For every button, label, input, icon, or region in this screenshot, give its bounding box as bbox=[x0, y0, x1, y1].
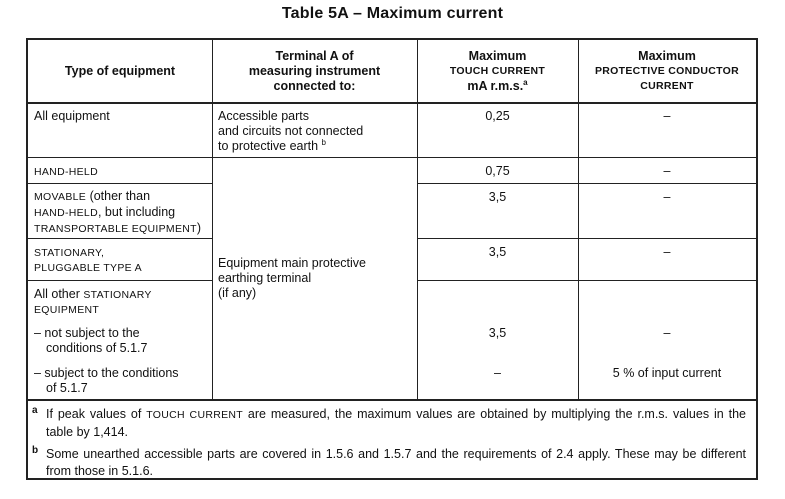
current-table bbox=[26, 38, 758, 480]
row-divider bbox=[28, 280, 212, 281]
header-terminal-a bbox=[212, 49, 417, 94]
footnote-b-marker: b bbox=[32, 445, 39, 456]
header-label: Maximum bbox=[638, 49, 696, 63]
cell-value: 3,5 bbox=[488, 326, 507, 340]
row-movable-protective bbox=[578, 190, 756, 205]
row-all-other-sub1-touch bbox=[417, 326, 578, 341]
row-hand-held-protective bbox=[578, 164, 756, 179]
row-movable-type bbox=[34, 189, 201, 237]
row-stationary-pluggable-protective bbox=[578, 245, 756, 260]
cell-value: 5 % of input current bbox=[612, 366, 722, 380]
cell-text: PLUGGABLE TYPE A bbox=[34, 262, 142, 274]
header-label: PROTECTIVE CONDUCTOR bbox=[594, 65, 740, 77]
cell-value: 3,5 bbox=[488, 245, 507, 259]
header-label: Terminal A of bbox=[275, 49, 354, 63]
row-all-equipment-terminal bbox=[218, 109, 363, 154]
row-divider bbox=[28, 238, 212, 239]
footnote-a-marker: a bbox=[32, 405, 38, 416]
row-hand-held-type bbox=[34, 165, 98, 180]
cell-text: All equipment bbox=[34, 109, 110, 123]
cell-text: and circuits not connected bbox=[218, 124, 364, 138]
header-label: TOUCH CURRENT bbox=[449, 65, 546, 77]
cell-text: earthing terminal bbox=[218, 271, 312, 285]
row-stationary-pluggable-type bbox=[34, 246, 142, 276]
row-all-equipment-protective bbox=[578, 109, 756, 124]
cell-text: ) bbox=[196, 221, 202, 235]
header-label: Maximum bbox=[468, 49, 527, 63]
row-divider bbox=[417, 280, 756, 281]
row-all-other-sub1-protective bbox=[578, 326, 756, 341]
table-title: Table 5A – Maximum current bbox=[281, 5, 504, 22]
cell-text: (other than bbox=[86, 189, 151, 203]
cell-value: – bbox=[663, 109, 671, 123]
row-movable-touch bbox=[417, 190, 578, 205]
cell-text: All other bbox=[34, 287, 84, 301]
footnote-text: TOUCH CURRENT bbox=[146, 409, 243, 421]
cell-text: to protective earth bbox=[218, 139, 319, 153]
row-all-other-sub1 bbox=[34, 326, 147, 356]
header-label: CURRENT bbox=[640, 80, 694, 92]
cell-value: 3,5 bbox=[488, 190, 507, 204]
cell-text: STATIONARY, bbox=[34, 247, 105, 259]
cell-text: HAND-HELD bbox=[34, 166, 98, 178]
cell-text: Equipment main protective bbox=[218, 256, 366, 270]
cell-text: (if any) bbox=[218, 286, 257, 300]
shared-terminal-cell bbox=[218, 256, 366, 301]
row-divider bbox=[28, 183, 212, 184]
cell-text: – subject to the conditions bbox=[34, 366, 179, 380]
row-stationary-pluggable-touch bbox=[417, 245, 578, 260]
cell-value: 0,25 bbox=[485, 109, 510, 123]
row-divider bbox=[28, 157, 756, 158]
cell-text: Accessible parts bbox=[218, 109, 310, 123]
row-all-other-sub2-touch bbox=[417, 366, 578, 381]
cell-value: – bbox=[663, 245, 671, 259]
cell-value: – bbox=[663, 190, 671, 204]
cell-value: – bbox=[494, 366, 501, 380]
cell-value: – bbox=[663, 164, 671, 178]
row-all-other-sub2-protective bbox=[578, 366, 756, 381]
footnote-text: If peak values of bbox=[46, 407, 147, 421]
cell-text: HAND-HELD bbox=[34, 207, 98, 219]
row-all-other-sub2 bbox=[34, 366, 179, 396]
cell-text: , but including bbox=[97, 205, 176, 219]
cell-text: of 5.1.7 bbox=[46, 381, 88, 395]
cell-text: STATIONARY bbox=[83, 289, 152, 301]
cell-value: 0,75 bbox=[485, 164, 510, 178]
footnote-ref: a bbox=[523, 77, 528, 87]
footnote-text: are measured, the maximum values are obtained by multiplying the r.m.s. values in the table by 1,414. bbox=[46, 407, 746, 439]
row-divider bbox=[417, 183, 756, 184]
footnote-a bbox=[46, 406, 746, 441]
row-divider bbox=[417, 238, 756, 239]
row-all-equipment-type bbox=[34, 109, 110, 124]
cell-text: MOVABLE bbox=[34, 191, 87, 203]
row-all-equipment-touch bbox=[417, 109, 578, 124]
footnote-ref: b bbox=[321, 137, 326, 147]
header-divider bbox=[28, 102, 756, 104]
header-label: connected to: bbox=[273, 79, 356, 93]
footnote-b bbox=[46, 446, 746, 480]
footnote-divider bbox=[28, 399, 756, 401]
cell-text: – not subject to the bbox=[34, 326, 140, 340]
header-label: mA r.m.s. bbox=[467, 79, 524, 93]
row-hand-held-touch bbox=[417, 164, 578, 179]
header-type-of-equipment bbox=[28, 64, 212, 79]
header-label: measuring instrument bbox=[248, 64, 381, 78]
cell-text: conditions of 5.1.7 bbox=[46, 341, 148, 355]
footnote-text: Some unearthed accessible parts are covered in 1.5.6 and 1.5.7 and the requirements of 2.4 apply. These may be different from those in 5.1.6. bbox=[46, 447, 746, 478]
cell-text: EQUIPMENT bbox=[34, 304, 100, 316]
header-touch-current bbox=[417, 49, 578, 94]
header-label: Type of equipment bbox=[64, 64, 176, 78]
header-protective-conductor-current bbox=[578, 49, 756, 94]
row-all-other-type bbox=[34, 287, 152, 318]
cell-text: TRANSPORTABLE EQUIPMENT bbox=[34, 223, 197, 235]
cell-value: – bbox=[663, 326, 671, 340]
